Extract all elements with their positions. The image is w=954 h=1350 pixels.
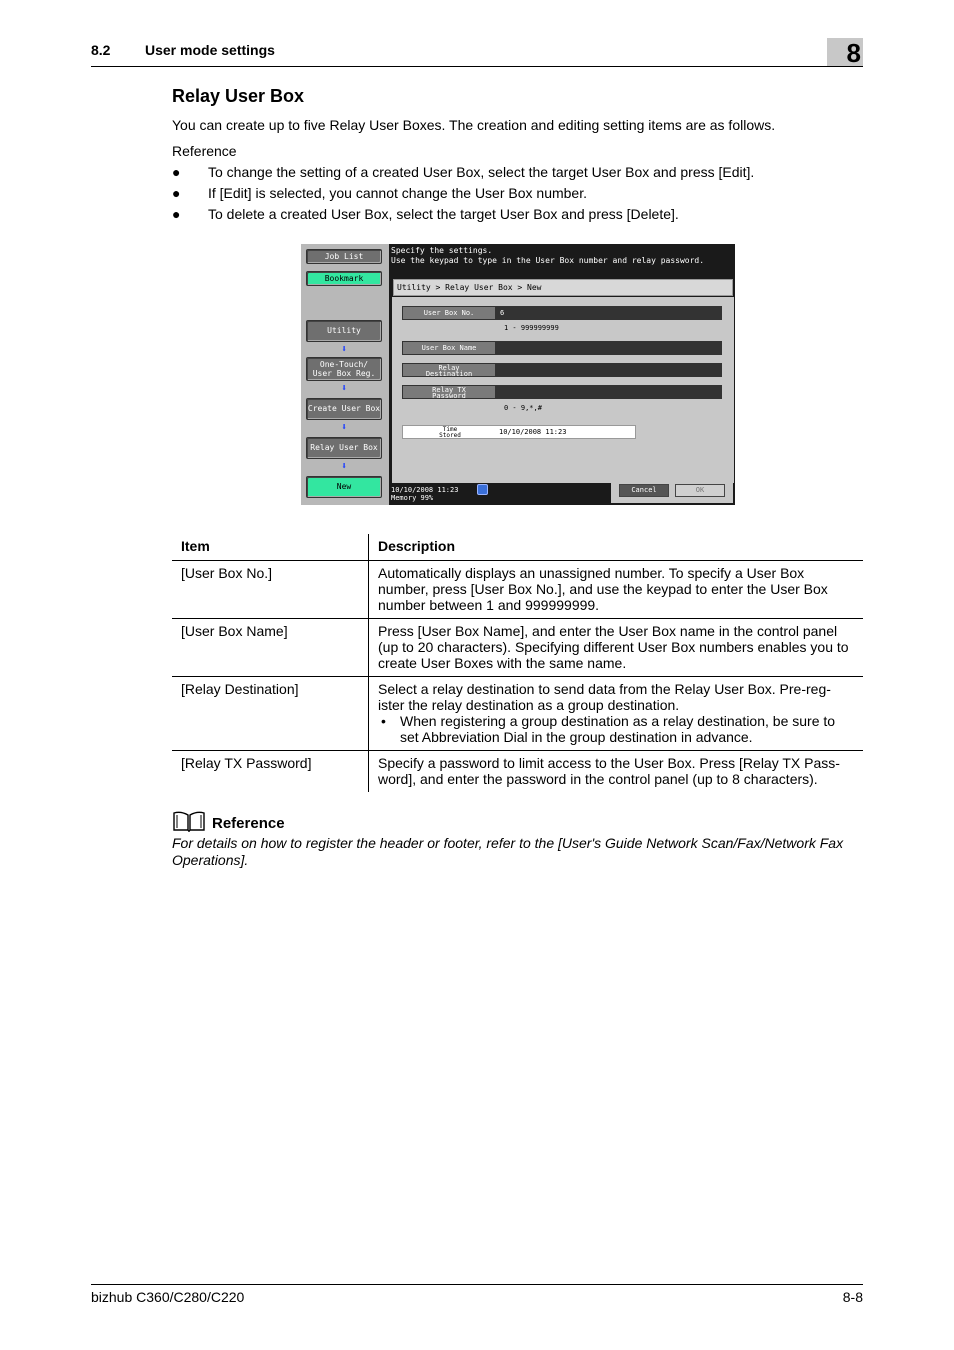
arrow-down-icon: ⬇: [340, 344, 348, 355]
message-line: Use the keypad to type in the User Box number and relay password.: [391, 256, 705, 265]
user-box-no-range: 1 - 999999999: [504, 324, 559, 332]
reference-label: Reference: [172, 143, 237, 159]
section-number: 8.2: [91, 42, 111, 58]
user-box-name-button[interactable]: User Box Name: [402, 341, 496, 355]
label-line: Time: [442, 426, 458, 433]
button-label: Relay TX: [432, 386, 466, 394]
status-icon: [477, 484, 488, 495]
table-cell-item: [Relay Destination]: [172, 677, 369, 751]
table-cell-description: Press [User Box Name], and enter the User Box name in the control panel (up to 20 characters). Specifying different User Box numbers enables you to create User Boxes with the same name.: [369, 619, 864, 677]
table-cell-description: Specify a password to limit access to the User Box. Press [Relay TX Pass-word], and enter the password in the control panel (up to 8 characters).: [378, 755, 840, 787]
table-row: [172, 561, 863, 619]
table-row: [172, 677, 863, 751]
sub-bullet: [378, 713, 854, 745]
arrow-down-icon: ⬇: [340, 422, 348, 433]
status-memory: Memory 99%: [391, 494, 434, 502]
description-text: Select a relay destination to send data from the Relay User Box. Pre-reg-ister the relay destination as a group destination.: [378, 681, 831, 713]
table-cell-item: [User Box Name]: [172, 619, 369, 677]
time-stored-label: [403, 426, 497, 439]
relay-tx-password-field[interactable]: [496, 385, 722, 399]
user-box-no-button[interactable]: User Box No.: [402, 306, 496, 320]
table-cell-item: [User Box No.]: [172, 561, 369, 619]
relay-tx-password-button[interactable]: [402, 385, 496, 399]
relay-destination-button[interactable]: [402, 363, 496, 377]
table-cell-item: [Relay TX Password]: [172, 751, 369, 793]
arrow-down-icon: ⬇: [340, 383, 348, 394]
bullet-icon: •: [381, 713, 386, 729]
page-header: [91, 38, 863, 67]
table-row: [172, 619, 863, 677]
ok-button[interactable]: OK: [675, 484, 725, 497]
list-item: [172, 185, 754, 206]
bullet-text: To change the setting of a created User Box, select the target User Box and press [Edit].: [208, 164, 755, 180]
table-header-row: [172, 534, 863, 561]
button-label: One-Touch/: [319, 360, 369, 369]
device-screen: [301, 244, 735, 505]
button-label: User Box Reg.: [312, 369, 376, 378]
settings-table: [172, 534, 863, 792]
reference-body: For details on how to register the header or footer, refer to the [User's Guide Network Scan/Fax/Network Fax Operations].: [172, 835, 844, 868]
bookmark-button[interactable]: Bookmark: [306, 271, 382, 286]
relay-user-box-button[interactable]: Relay User Box: [306, 437, 382, 459]
relay-tx-password-range: 0 - 9,*,#: [504, 404, 542, 412]
column-header-description: Description: [369, 534, 864, 561]
time-stored-value: 10/10/2008 11:23: [499, 428, 567, 436]
sub-bullet-text: When registering a group destination as a relay destination, be sure to set Abbreviation Dial in the group destination in advance.: [400, 713, 836, 745]
button-label: Destination: [425, 370, 473, 378]
cancel-button[interactable]: Cancel: [619, 484, 669, 497]
one-touch-button[interactable]: [306, 357, 382, 381]
job-list-button[interactable]: Job List: [306, 249, 382, 264]
page-number: 8-8: [842, 1289, 863, 1305]
chapter-badge: 8: [827, 38, 863, 66]
table-cell-description: Automatically displays an unassigned number. To specify a User Box number, press [User Box No.], and use the keypad to enter the User Box number between 1 and 999999999.: [369, 561, 864, 619]
create-user-box-button[interactable]: Create User Box: [306, 398, 382, 420]
relay-destination-field[interactable]: [496, 363, 722, 377]
bullet-text: To delete a created User Box, select the target User Box and press [Delete].: [208, 206, 679, 222]
table-cell-description: [369, 677, 864, 751]
column-header-item: Item: [172, 534, 369, 561]
left-navigation: [301, 244, 389, 505]
list-item: [172, 206, 754, 227]
reference-heading: Reference: [212, 815, 285, 832]
bullet-list: [172, 164, 754, 227]
section-title: User mode settings: [145, 42, 275, 58]
button-label: Password: [432, 392, 466, 400]
bullet-icon: ●: [172, 185, 181, 201]
user-box-name-field[interactable]: [496, 341, 722, 355]
utility-button[interactable]: Utility: [306, 320, 382, 342]
time-stored-row: [402, 425, 636, 439]
bullet-icon: ●: [172, 164, 181, 180]
new-button[interactable]: New: [306, 476, 382, 498]
arrow-down-icon: ⬇: [340, 461, 348, 472]
message-line: Specify the settings.: [391, 246, 493, 255]
settings-form: [392, 297, 734, 483]
bullet-text: If [Edit] is selected, you cannot change the User Box number.: [208, 185, 587, 201]
table-row: [172, 751, 863, 793]
book-icon: [172, 810, 206, 832]
list-item: [172, 164, 754, 185]
status-area: [391, 486, 458, 502]
model-name: bizhub C360/C280/C220: [91, 1289, 245, 1305]
user-box-no-field[interactable]: 6: [496, 306, 722, 320]
page-title: Relay User Box: [172, 86, 305, 106]
intro-text: You can create up to five Relay User Boxes. The creation and editing setting items are as follows.: [172, 117, 776, 133]
instruction-message: [391, 246, 704, 266]
bullet-icon: ●: [172, 206, 181, 222]
label-line: Stored: [439, 432, 461, 439]
breadcrumb: Utility > Relay User Box > New: [393, 279, 733, 296]
status-datetime: 10/10/2008 11:23: [391, 486, 459, 494]
button-label: Relay: [438, 364, 460, 372]
page-footer: [91, 1284, 863, 1305]
